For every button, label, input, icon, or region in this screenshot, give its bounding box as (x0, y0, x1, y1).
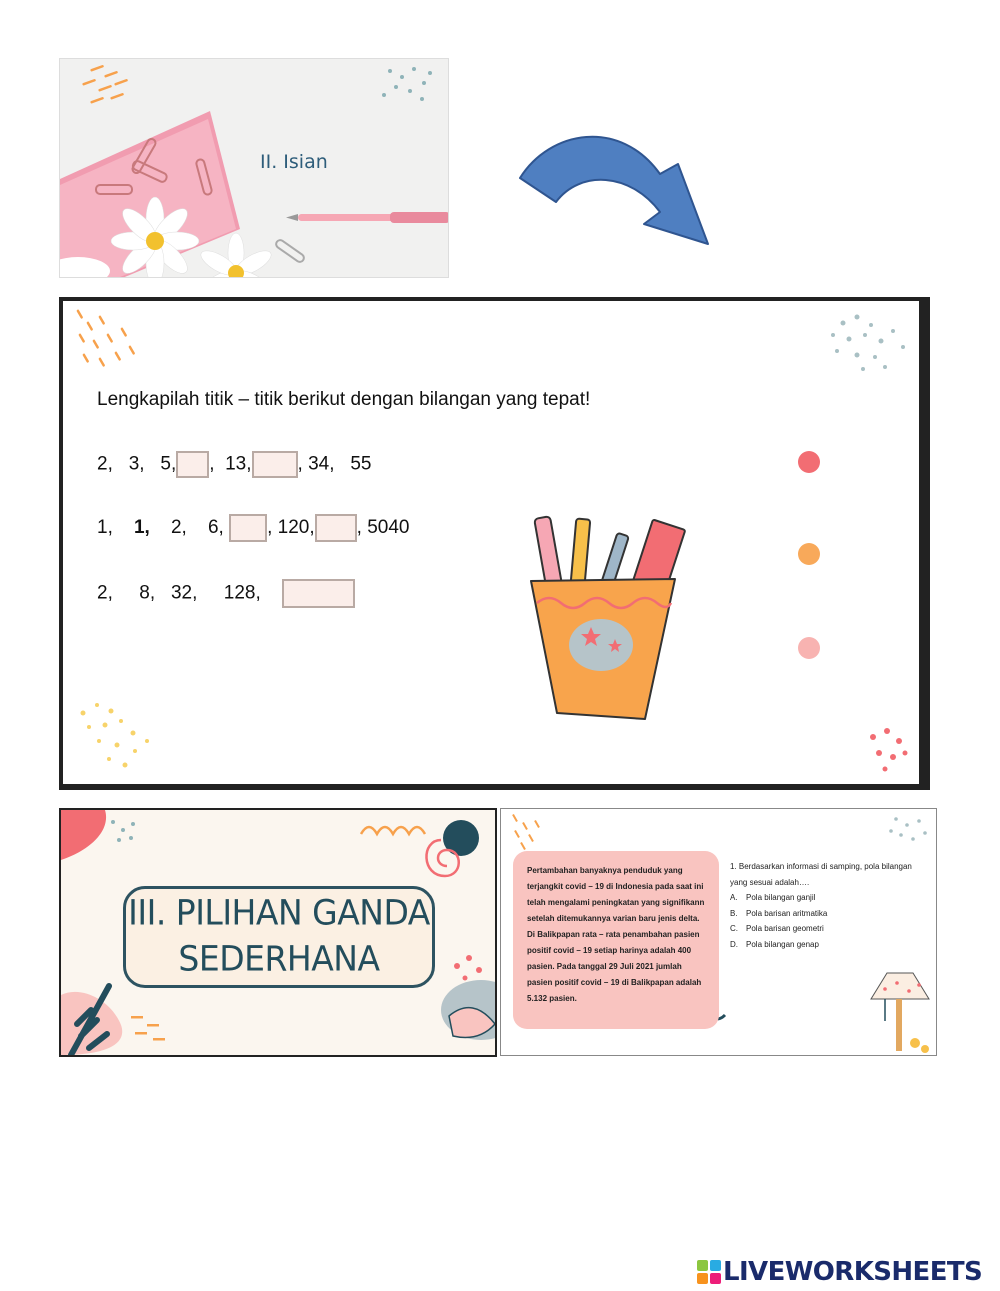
slide-title: II. Isian (260, 151, 328, 173)
term: 2, (97, 582, 113, 604)
term: 3, (128, 453, 145, 475)
answer-box-1[interactable] (176, 451, 209, 478)
orange-dot (798, 543, 820, 565)
term: 5, (160, 453, 177, 475)
answer-box-3[interactable] (229, 514, 267, 542)
liveworksheets-logo-icon (697, 1260, 721, 1284)
term: 6, (207, 517, 224, 539)
option-d[interactable] (730, 937, 930, 953)
lamp-icon (871, 973, 929, 1051)
question-text: 1. Berdasarkan informasi di samping, pola bilangan yang sesuai adalah…. (730, 862, 912, 887)
term: , (209, 453, 215, 475)
question-slide (500, 808, 937, 1056)
option-letter: B. (730, 908, 738, 918)
brand-text: LIVEWORKSHEETS (723, 1257, 983, 1287)
answer-box-2[interactable] (252, 451, 298, 478)
answer-box-4[interactable] (315, 514, 357, 542)
term: 1, (133, 517, 150, 539)
info-card (513, 851, 719, 1029)
desk-illustration (60, 59, 449, 278)
title-line-2: SEDERHANA (178, 938, 380, 979)
option-letter: D. (730, 939, 738, 949)
curved-arrow-icon (510, 120, 720, 260)
isian-slide (59, 58, 449, 278)
title-line-1: III. PILIHAN GANDA (128, 892, 430, 933)
slide-decorations (63, 301, 919, 784)
question-block (730, 859, 930, 952)
option-b[interactable] (730, 906, 930, 922)
term: 8, (139, 582, 156, 604)
option-letter: A. (730, 893, 738, 902)
term: 13, (225, 453, 252, 475)
pilihan-ganda-title-slide (59, 808, 497, 1057)
term: , 120, (267, 517, 315, 539)
option-text: Pola bilangan ganjil (746, 893, 816, 902)
term: 2, (97, 453, 113, 475)
term: , 5040 (356, 517, 410, 539)
info-paragraph-2: Di Balikpapan rata – rata penambahan pasien positif covid – 19 setiap harinya adalah 400 pasien. Pada tanggal 29 Juli 2021 jumlah pasien positif covid – 19 di Balikpapan adalah 5.132 pasien. (527, 930, 702, 1003)
option-a[interactable] (730, 890, 930, 906)
info-paragraph-1: Pertambahan banyaknya penduduk yang terjangkit covid – 19 di Indonesia pada saat ini telah mengalami peningkatan yang signifikann setelah ditemukannya varian baru jenis delta. (527, 866, 705, 923)
term: 2, (170, 517, 187, 539)
isian-worksheet-slide (59, 297, 930, 790)
pink-dot (798, 637, 820, 659)
option-c[interactable] (730, 921, 930, 937)
sequence-row-1 (97, 451, 372, 478)
option-text: Pola barisan aritmatika (746, 908, 828, 918)
sequence-row-2 (97, 514, 409, 542)
term: 128, (223, 582, 261, 604)
red-dot (798, 451, 820, 473)
instruction-text: Lengkapilah titik – titik berikut dengan bilangan yang tepat! (97, 389, 591, 410)
title-box (123, 886, 435, 988)
term: 32, (170, 582, 198, 604)
term: 1, (97, 517, 113, 539)
option-text: Pola barisan geometri (746, 924, 824, 933)
pencil-cup-icon (531, 516, 685, 719)
term: , 34, (297, 453, 335, 475)
option-letter: C. (730, 924, 738, 933)
sequence-row-3 (97, 579, 355, 608)
option-text: Pola bilangan genap (746, 939, 819, 949)
answer-box-5[interactable] (282, 579, 355, 608)
term: 55 (350, 453, 372, 475)
